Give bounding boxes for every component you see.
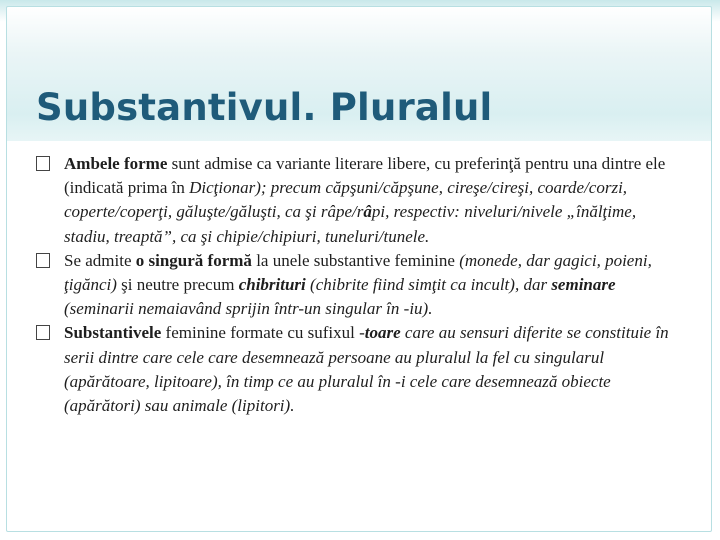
bullet-text-segment: Substantivele [64,323,162,343]
bullet-text-segment: (seminarii nemaiavând sprijin într-un singular în -iu). [64,299,433,319]
bullet-text-segment: (monede, dar gagici, poieni, ţigănci) [64,250,652,295]
bullet-text-segment: sunt admise ca variante literare libere, cu preferinţă pentru una dintre ele (indicată prima în [64,154,666,198]
bullet-item [36,152,686,249]
square-bullet-icon [36,253,50,268]
bullet-item [36,321,686,418]
bullet-text-segment: Se admite [64,250,136,270]
bullet-text-segment: Ambele forme [64,154,168,173]
bullet-text-segment: care au sensuri diferite se constituie în serii dintre care cele care desemnează persoane au pluralul la fel cu singularul (apărătoare, lipitoare), în timp ce au pluralul în -i cele care desemnează obiecte (apărători) sau animale (lipitori). [64,323,669,416]
bullet-text-segment: o singură formă [135,250,252,270]
square-bullet-icon [36,325,50,340]
slide-content [36,152,686,418]
bullet-text-segment: şi neutre precum [116,275,239,295]
bullet-text-segment: feminine formate cu sufixul - [161,323,365,343]
bullet-text-segment: la unele substantive feminine [251,250,460,270]
bullet-text-segment: (chibrite fiind simţit ca incult), dar [305,275,552,295]
bullet-text-segment: pi, respectiv: niveluri/nivele „înălţime, stadiu, treaptă”, ca şi chipie/chipiuri, tuneluri/tunele. [64,202,637,246]
bullet-text-segment: â [363,202,372,222]
bullet-text-segment: toare [364,323,401,343]
square-bullet-icon [36,156,50,171]
bullet-text-segment: chibrituri [238,275,306,295]
bullet-text-segment: Dicţionar); precum căpşuni/căpşune, cireşe/cireşi, coarde/corzi, coperte/coperţi, găluşte/găluşti, ca şi râpe/r [64,178,628,222]
bullet-text-segment: seminare [551,275,616,295]
slide-title: Substantivul. Pluralul [36,86,493,129]
bullet-item [36,249,686,322]
